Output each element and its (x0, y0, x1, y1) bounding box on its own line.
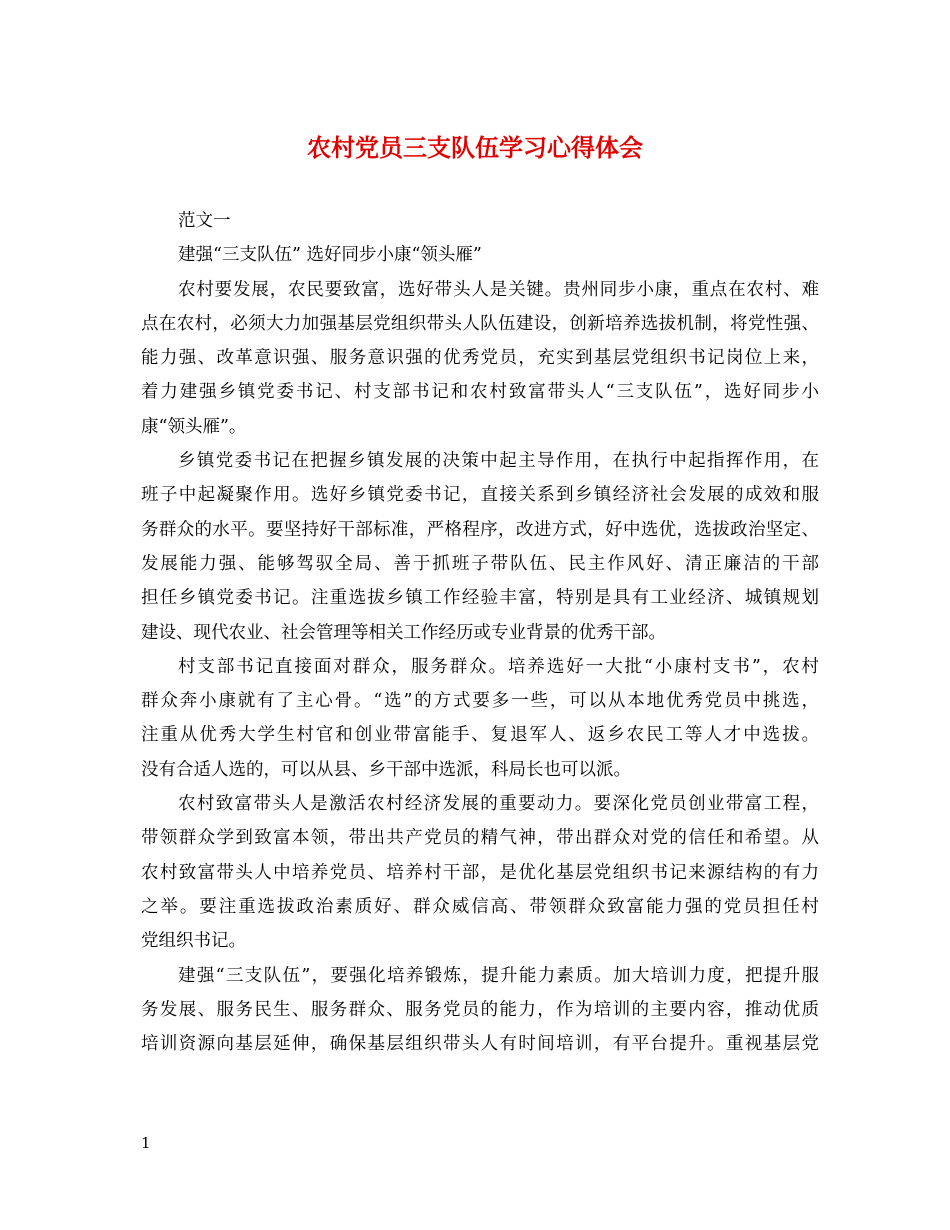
text-line: 务群众的水平。要坚持好干部标准，严格程序，改进方式，好中选优，选拔政治坚定、 (141, 519, 819, 540)
text-line: 建强“三支队伍” 选好同步小康“领头雁” (178, 245, 482, 266)
text-line: 着力建强乡镇党委书记、村支部书记和农村致富带头人“三支队伍”，选好同步小 (141, 382, 819, 403)
text-line: 发展能力强、能够驾驭全局、善于抓班子带队伍、民主作风好、清正廉洁的干部 (141, 553, 819, 574)
text-line: 农村致富带头人是激活农村经济发展的重要动力。要深化党员创业带富工程， (178, 794, 819, 815)
text-line: 担任乡镇党委书记。注重选拔乡镇工作经验丰富，特别是具有工业经济、城镇规划 (141, 588, 819, 609)
text-line: 培训资源向基层延伸，确保基层组织带头人有时间培训，有平台提升。重视基层党 (141, 1034, 819, 1055)
text-line: 没有合适人选的，可以从县、乡干部中选派，科局长也可以派。 (141, 759, 631, 780)
text-line: 班子中起凝聚作用。选好乡镇党委书记，直接关系到乡镇经济社会发展的成效和服 (141, 485, 819, 506)
text-line: 范文一 (178, 211, 231, 231)
text-line: 务发展、服务民生、服务群众、服务党员的能力，作为培训的主要内容，推动优质 (141, 999, 819, 1020)
text-line: 点在农村，必须大力加强基层党组织带头人队伍建设，创新培养选拔机制，将党性强、 (141, 313, 819, 334)
text-line: 康“领头雁”。 (141, 416, 247, 437)
text-line: 之举。要注重选拔政治素质好、群众威信高、带领群众致富能力强的党员担任村 (141, 896, 819, 917)
text-line: 党组织书记。 (141, 931, 246, 952)
document-body (141, 204, 819, 1061)
text-line: 建强“三支队伍”，要强化培养锻炼，提升能力素质。加大培训力度，把提升服 (178, 965, 819, 986)
text-line: 能力强、改革意识强、服务意识强的优秀党员，充实到基层党组织书记岗位上来， (141, 348, 819, 369)
text-line: 带领群众学到致富本领，带出共产党员的精气神，带出群众对党的信任和希望。从 (141, 828, 819, 849)
text-line: 村支部书记直接面对群众，服务群众。培养选好一大批“小康村支书”，农村 (178, 656, 819, 677)
text-line: 注重从优秀大学生村官和创业带富能手、复退军人、返乡农民工等人才中选拔。 (141, 725, 819, 746)
text-line: 建设、现代农业、社会管理等相关工作经历或专业背景的优秀干部。 (141, 622, 666, 643)
document-title: 农村党员三支队伍学习心得体会 (307, 133, 643, 162)
page-number: 1 (141, 1134, 151, 1152)
text-line: 农村致富带头人中培养党员、培养村干部，是优化基层党组织书记来源结构的有力 (141, 862, 819, 883)
text-line: 乡镇党委书记在把握乡镇发展的决策中起主导作用，在执行中起指挥作用，在 (178, 451, 819, 472)
text-line: 农村要发展，农民要致富，选好带头人是关键。贵州同步小康，重点在农村、难 (178, 279, 819, 300)
text-line: 群众奔小康就有了主心骨。“选”的方式要多一些，可以从本地优秀党员中挑选， (141, 691, 819, 712)
